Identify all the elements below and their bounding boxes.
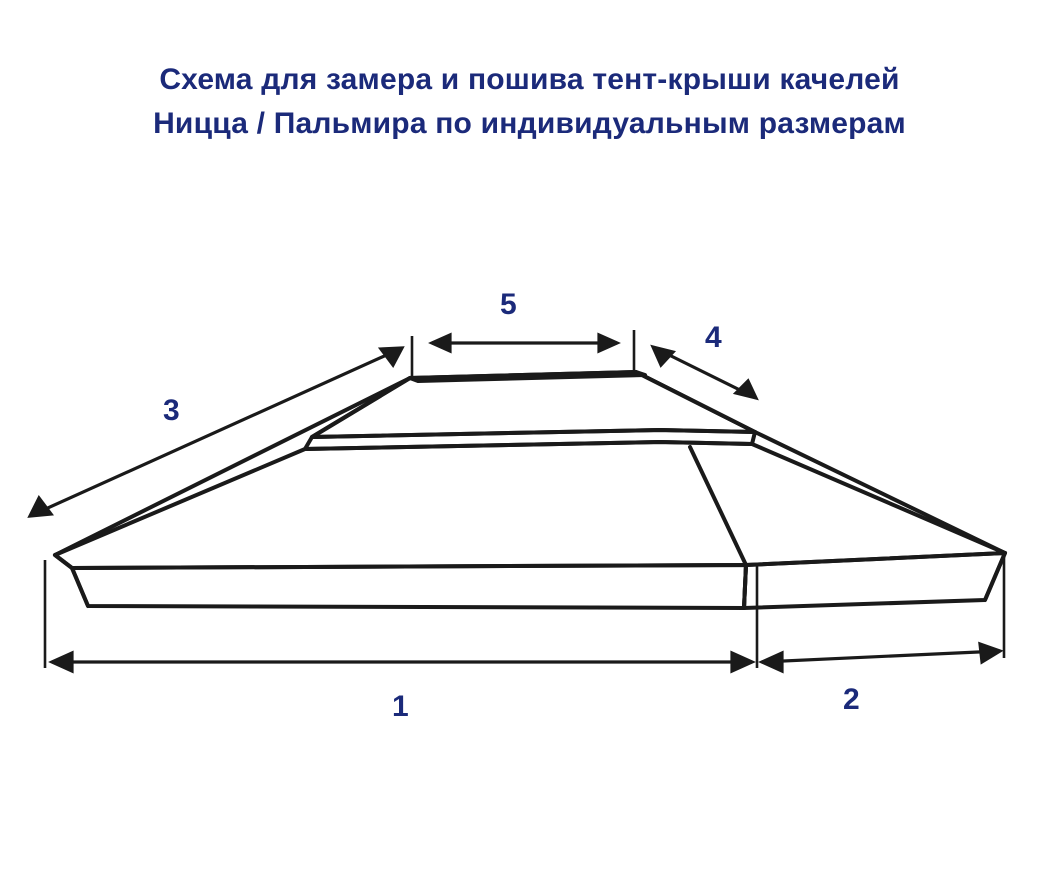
lower-tier-crease bbox=[690, 447, 746, 565]
dimension-arrow-3 bbox=[30, 348, 402, 516]
dimension-label-4: 4 bbox=[705, 321, 722, 354]
bottom-band-right bbox=[744, 553, 1005, 608]
dimension-extension-bottom bbox=[45, 553, 1004, 668]
upper-tier-right-edge bbox=[636, 372, 755, 432]
dimension-arrow-5 bbox=[432, 335, 617, 351]
dimension-label-1: 1 bbox=[392, 690, 409, 723]
dimension-arrow-2 bbox=[762, 644, 1000, 671]
lower-tier-left-slope bbox=[55, 378, 410, 555]
bottom-band-right-tip bbox=[985, 553, 1005, 600]
dimension-label-3: 3 bbox=[163, 394, 180, 427]
lower-tier-right-slope bbox=[755, 432, 1005, 553]
bottom-band-left-tip bbox=[55, 555, 88, 606]
page-title-line-1: Схема для замера и пошива тент-крыши качелей bbox=[159, 63, 900, 96]
lower-tier-roof-surface bbox=[55, 442, 1005, 568]
dimension-label-5: 5 bbox=[500, 288, 517, 321]
upper-tier-front-face bbox=[312, 372, 755, 437]
bottom-band-left bbox=[72, 565, 746, 608]
page-title-line-2: Ницца / Пальмира по индивидуальным размерам bbox=[153, 107, 906, 140]
bottom-band-divider bbox=[744, 565, 746, 608]
dimension-label-2: 2 bbox=[843, 683, 860, 716]
dimension-arrow-1 bbox=[52, 653, 752, 671]
